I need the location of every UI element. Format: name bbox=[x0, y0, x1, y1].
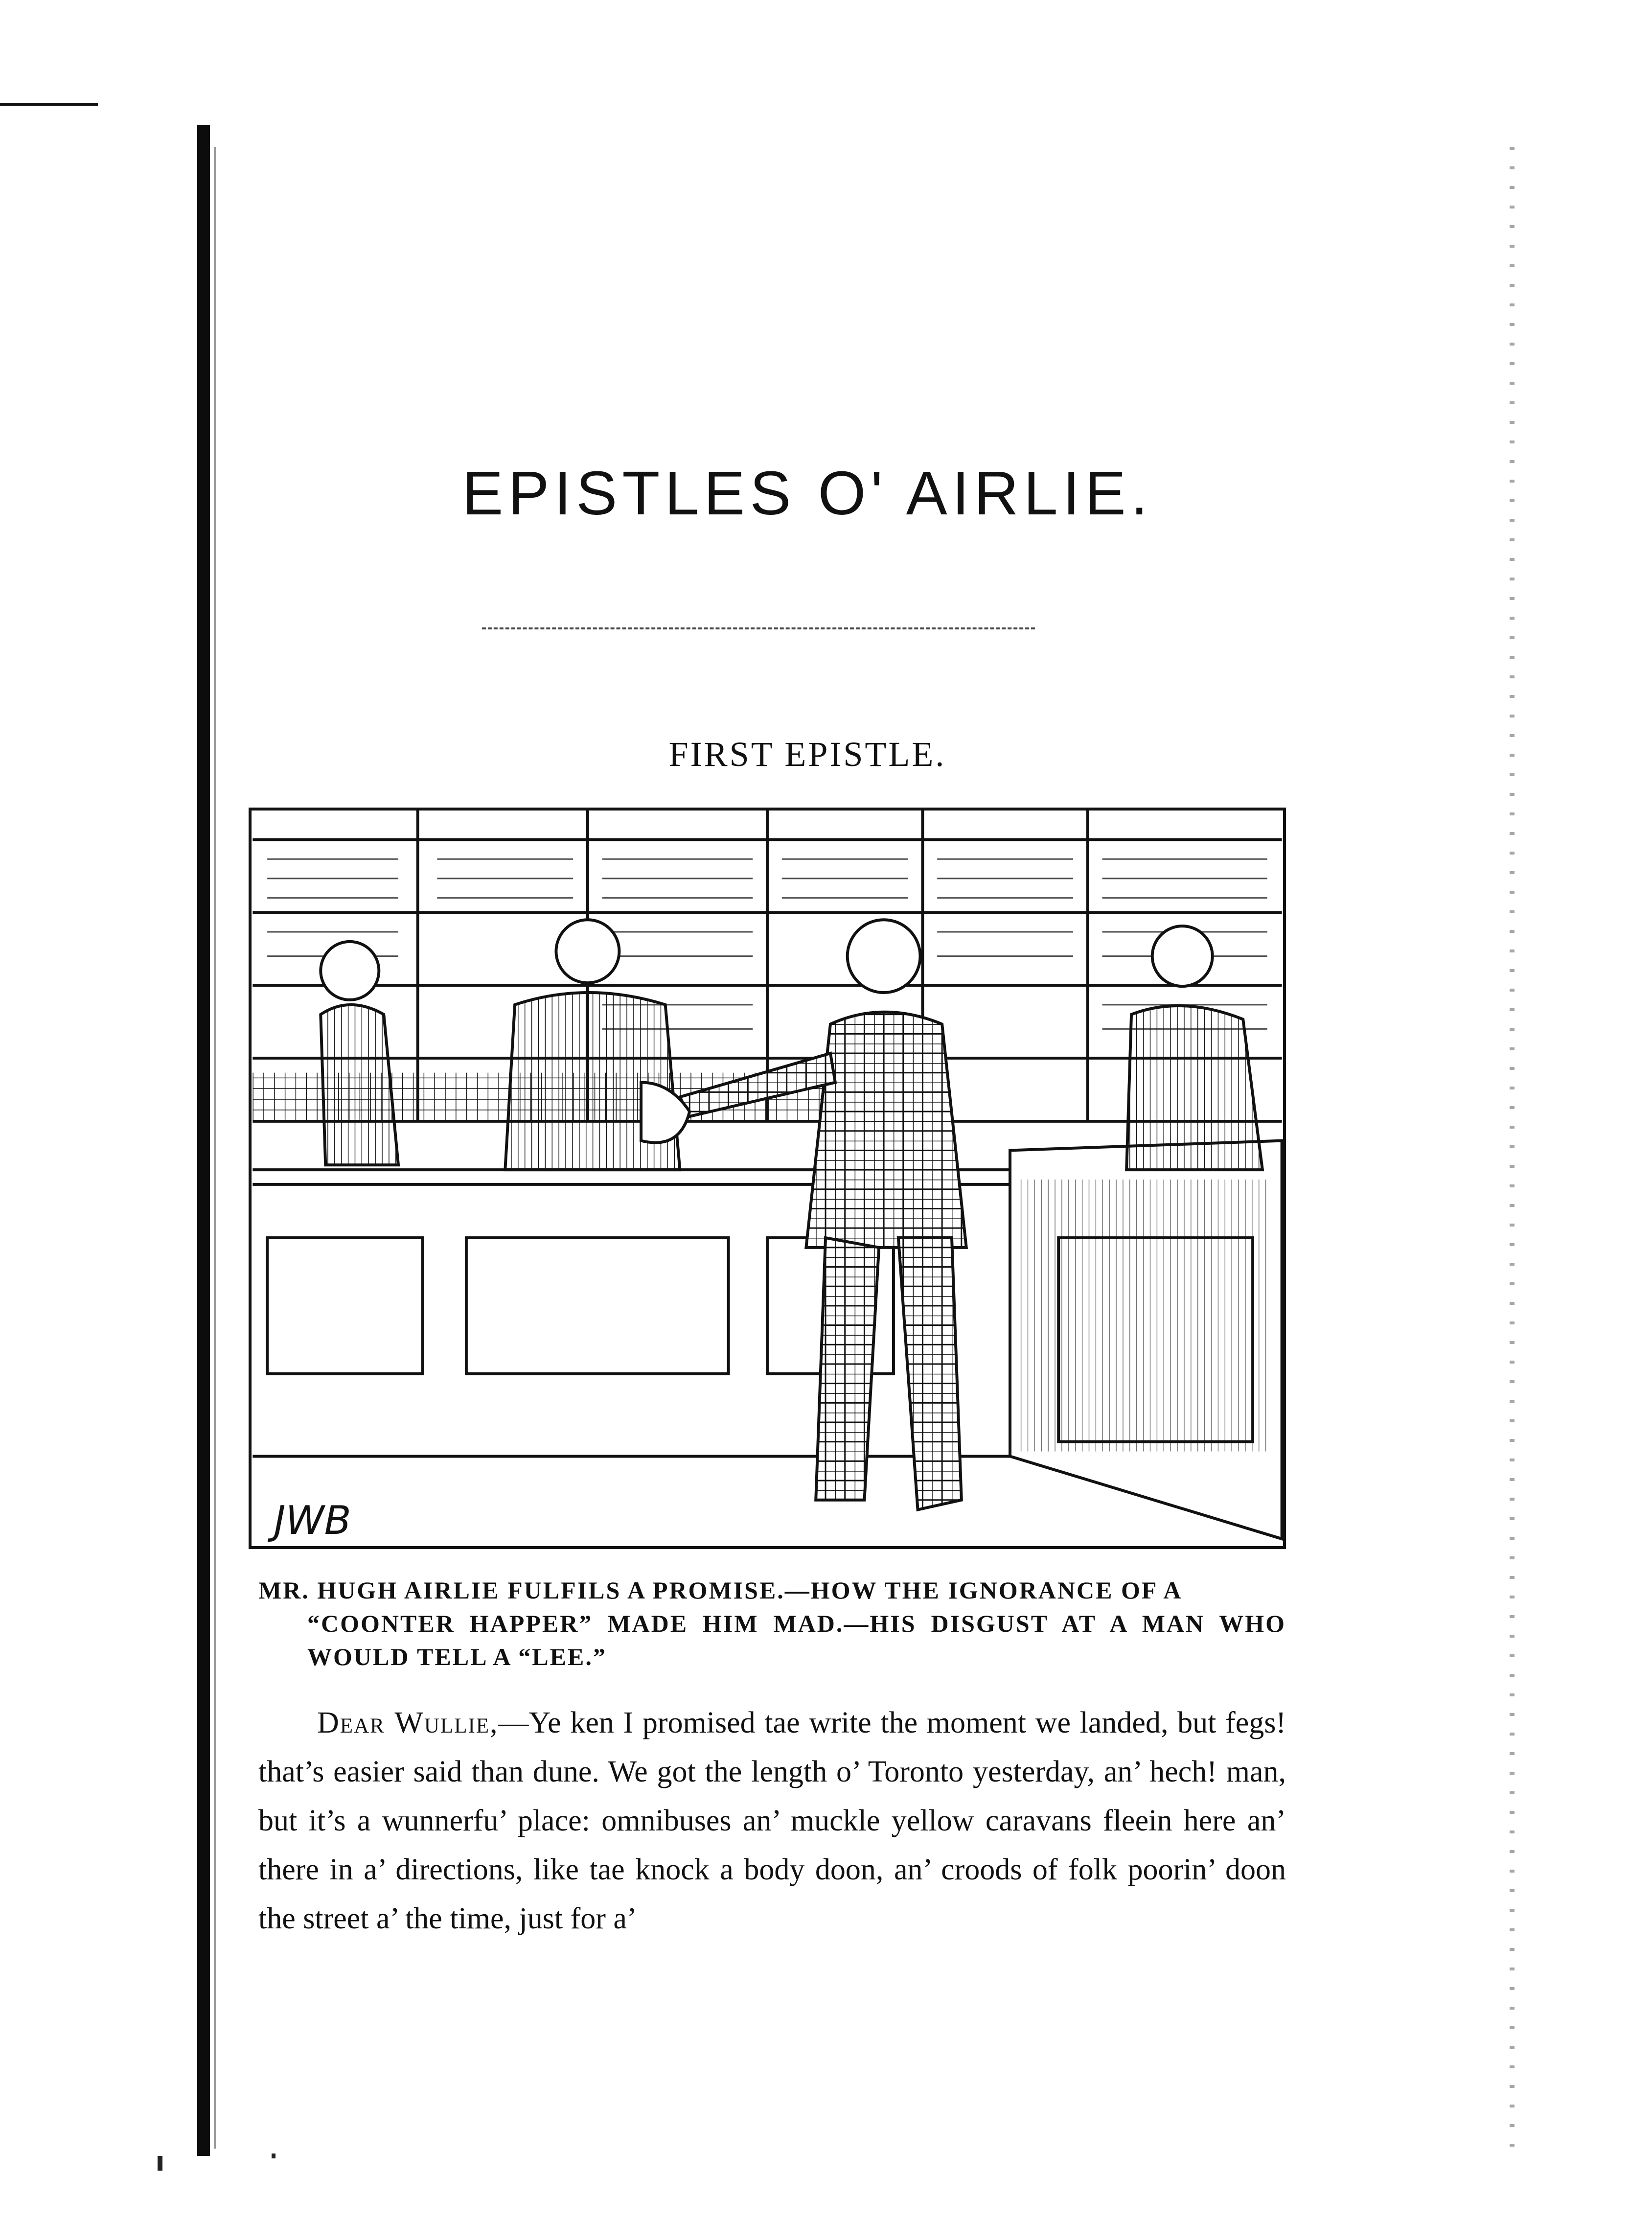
epistle-heading: FIRST EPISTLE. bbox=[668, 735, 946, 774]
paragraph-text: —Ye ken I promised tae write the moment we landed, but fegs! that’s easier said than dune. We got the length o’ Toronto yesterday, an’ hech! man, but it’s a wunnerfu’ place: omnibuses an’ muckle yellow caravans fleein here an’ there in a’ directions, like tae knock a body doon, an’ croods of folk poorin’ doon the street a’ the time, just for a’ bbox=[258, 1706, 1286, 1935]
binding-mark bbox=[158, 2156, 162, 2171]
letter-body bbox=[258, 1698, 1286, 1943]
synopsis-line-2: “COONTER HAPPER” MADE HIM MAD.—HIS DISGUST AT A MAN WHO WOULD TELL A “LEE.” bbox=[307, 1610, 1286, 1670]
binding-mark-small bbox=[272, 2154, 275, 2158]
binding-edge bbox=[197, 125, 210, 2156]
synopsis-line-1: MR. HUGH AIRLIE FULFILS A PROMISE.—HOW THE IGNORANCE OF A bbox=[258, 1576, 1183, 1604]
binding-shadow bbox=[214, 147, 216, 2149]
top-left-rule bbox=[0, 103, 98, 106]
opening-paragraph bbox=[258, 1698, 1286, 1943]
shop-counter-illustration bbox=[249, 808, 1286, 1549]
page-edge-speckle bbox=[1510, 147, 1514, 2154]
salutation: Dear Wullie, bbox=[317, 1706, 499, 1739]
page-title: EPISTLES O' AIRLIE. bbox=[462, 459, 1153, 528]
title-divider bbox=[482, 627, 1035, 629]
chapter-synopsis bbox=[258, 1574, 1286, 1673]
illustration-drawing bbox=[252, 810, 1283, 1546]
artist-signature: JWB bbox=[274, 1498, 351, 1543]
